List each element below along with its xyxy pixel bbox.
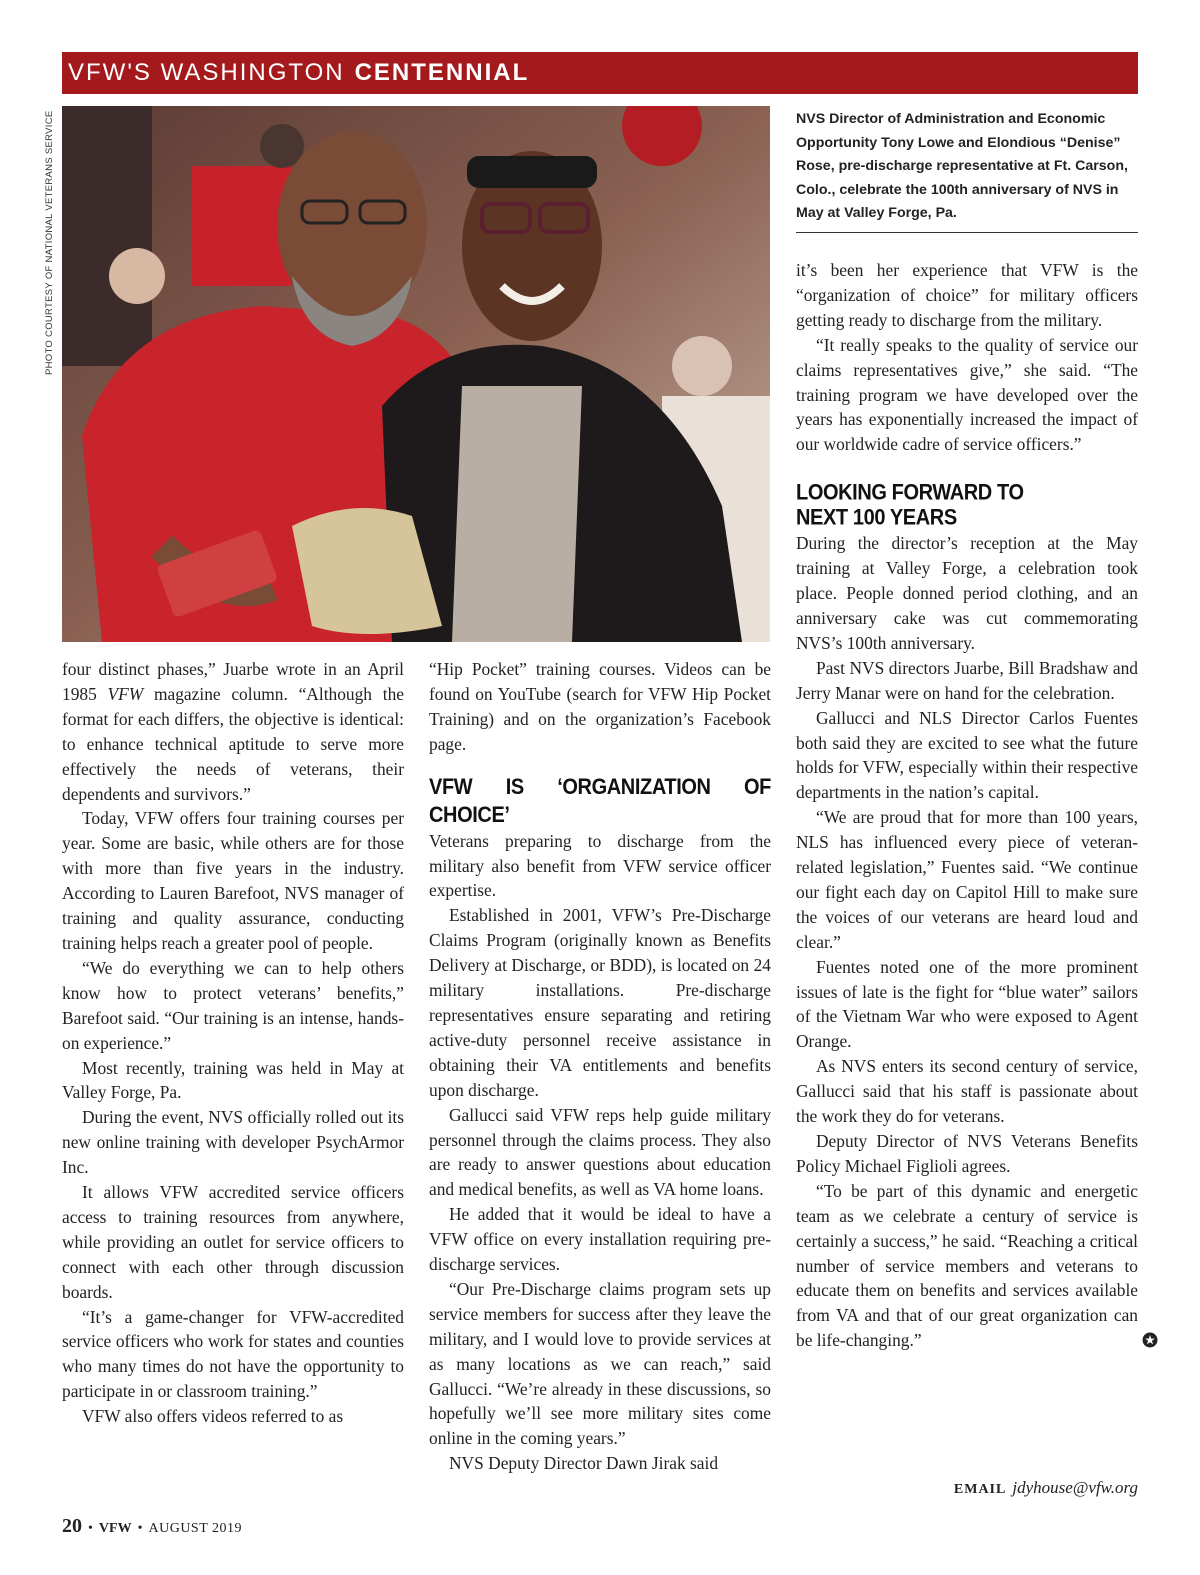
paragraph: During the director’s reception at the May training at Valley Forge, a celebration took place. People donned period clothing, and an anniversary cake was cut commemorating NVS’s 100th anniversary. [796, 533, 1138, 653]
email-label: EMAIL [953, 1482, 1007, 1497]
paragraph: “We are proud that for more than 100 years, NLS has influenced every piece of veteran-related legislation,” Fuentes said. “We continue our fight each day on Capitol Hill to make sure the voices of our veterans are heard loud and clear.” [796, 807, 1138, 952]
section-banner [62, 52, 1138, 94]
paragraph: Gallucci said VFW reps help guide military personnel through the claims process. They also are ready to answer questions about education and medical benefits, as well as VA home loans. [429, 1104, 771, 1200]
photo-credit [44, 107, 58, 377]
star-in-circle-icon [1122, 1330, 1138, 1346]
article-column-1 [62, 657, 404, 1429]
article-column-3 [796, 258, 1138, 1353]
paragraph: NVS Deputy Director Dawn Jirak said [449, 1453, 719, 1474]
paragraph: it’s been her experience that VFW is the “organization of choice” for military officers getting ready to discharge from the military. [796, 260, 1138, 330]
page-number: 20 [62, 1515, 82, 1537]
paragraph: Fuentes noted one of the more prominent issues of late is the fight for “blue water” sailors of the Vietnam War who were exposed to Agent Orange. [796, 956, 1138, 1052]
paragraph: Gallucci and NLS Director Carlos Fuentes both said they are excited to see what the future holds for VFW, especially within their respective departments in the nation’s capital. [796, 707, 1138, 803]
author-email [954, 1478, 1138, 1498]
footer-bullet: • [137, 1521, 143, 1536]
paragraph-text: magazine column. “Although the format for each differs, the objective is identical: to enhance technical aptitude to serve more effectively the needs of veterans, their dependents and survivors.” [62, 683, 404, 804]
paragraph: Deputy Director of NVS Veterans Benefits Policy Michael Figlioli agrees. [796, 1131, 1138, 1176]
event-photo-illustration [62, 106, 770, 642]
page-footer [62, 1515, 242, 1538]
paragraph [796, 1179, 1138, 1353]
paragraph: “We do everything we can to help others know how to protect veterans’ benefits,” Barefoot said. “Our training is an intense, hands-on experience.” [62, 957, 404, 1053]
paragraph-text: “To be part of this dynamic and energetic team as we celebrate a century of service is certainly a success,” he said. “Reaching a critical number of service members and veterans to educate them on benefits and services available from VA and that of our great organization can be life-changing.” [796, 1180, 1138, 1351]
article-column-2 [429, 657, 771, 1476]
section-heading-line-1: LOOKING FORWARD TO [796, 480, 1024, 506]
paragraph: During the event, NVS officially rolled out its new online training with developer PsychArmor Inc. [62, 1107, 404, 1178]
paragraph: “Our Pre-Discharge claims program sets up service members for success after they leave the military, and I would love to provide services at as many locations as we can reach,” said Gallucci. “We’re already in these discussions, so hopefully we’ll see more military sites come online in the coming years.” [429, 1278, 771, 1449]
banner-title-light: VFW'S WASHINGTON [68, 59, 345, 86]
event-photo [62, 106, 770, 642]
footer-bullet: • [88, 1521, 93, 1536]
paragraph: Today, VFW offers four training courses per year. Some are basic, while others are for those with more than five years in the industry. According to Lauren Barefoot, NVS manager of training and quality assurance, conducting training helps reach a greater pool of people. [62, 808, 404, 953]
paragraph: It allows VFW accredited service officers access to training resources from anywhere, while providing an outlet for service officers to connect with each other through discussion boards. [62, 1182, 404, 1302]
paragraph: Established in 2001, VFW’s Pre-Discharge Claims Program (originally known as Benefits Delivery at Discharge, or BDD), is located on 24 military installations. Pre-discharge representatives ensure separating and retiring active-duty personnel receive assistance in obtaining their VA entitlements and benefits upon discharge. [429, 905, 771, 1100]
paragraph: As NVS enters its second century of service, Gallucci said that his staff is passionate about the work they do for veterans. [796, 1056, 1138, 1127]
paragraph: “Hip Pocket” training courses. Videos can be found on YouTube (search for VFW Hip Pocket Training) and on the organization’s Facebook page. [429, 659, 771, 754]
paragraph: Most recently, training was held in May at Valley Forge, Pa. [62, 1057, 404, 1103]
paragraph: “It’s a game-changer for VFW-accredited service officers who work for states and counties who many times do not have the opportunity to participate in or classroom training.” [62, 1306, 404, 1402]
photo-credit-text: PHOTO COURTESY OF NATIONAL VETERANS SERVICE [44, 110, 55, 375]
email-address[interactable]: jdyhouse@vfw.org [1012, 1478, 1138, 1497]
banner-title-bold: CENTENNIAL [354, 59, 530, 86]
paragraph-text: four distinct phases,” Juarbe wrote in an April 1985 [62, 659, 404, 704]
photo-caption: NVS Director of Administration and Economic Opportunity Tony Lowe and Elondious “Denise” Rose, pre-discharge representative at Ft. Carson, Colo., celebrate the 100th anniversary of NVS in May at Valley Forge, Pa. [796, 111, 1128, 221]
paragraph: “It really speaks to the quality of service our claims representatives give,” she said. “The training program we have developed over the years has exponentially increased the impact of our worldwide cadre of service officers.” [796, 334, 1138, 455]
footer-magazine: VFW [98, 1521, 132, 1536]
paragraph: He added that it would be ideal to have a VFW office on every installation requiring pre-discharge services. [429, 1204, 771, 1275]
paragraph: VFW also offers videos referred to as [82, 1406, 344, 1427]
magazine-name: VFW [107, 683, 144, 704]
caption-divider [796, 232, 1138, 233]
section-heading: VFW IS ‘ORGANIZATION OF CHOICE’ [429, 774, 771, 828]
footer-date: AUGUST 2019 [148, 1521, 243, 1536]
paragraph: Past NVS directors Juarbe, Bill Bradshaw and Jerry Manar were on hand for the celebration. [796, 657, 1138, 703]
paragraph [62, 657, 404, 806]
paragraph: Veterans preparing to discharge from the military also benefit from VFW service officer expertise. [429, 830, 771, 901]
section-heading-line-2: NEXT 100 YEARS [796, 505, 957, 531]
